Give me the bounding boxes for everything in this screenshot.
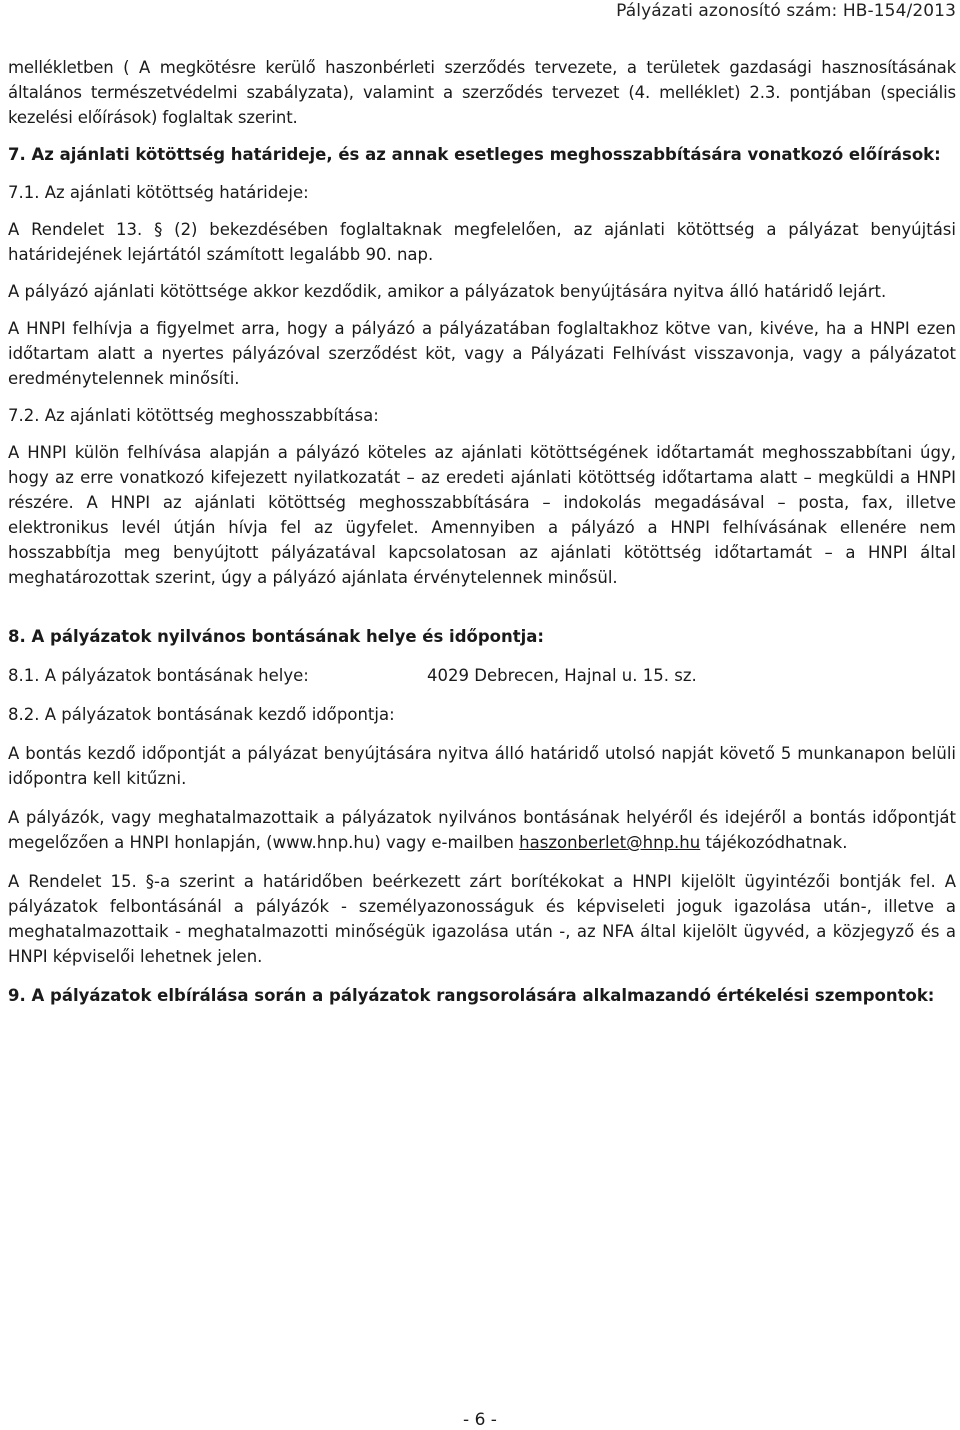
section-8-heading: 8. A pályázatok nyilvános bontásának helye és időpontja: — [8, 627, 545, 646]
section-8-2-paragraph-2-text: A pályázók, vagy meghatalmazottaik a pályázatok nyilvános bontásának helyéről és idejéről a bontás időpontját megelőzően a HNPI honlapján, (www.hnp.hu) vagy e-mailben — [8, 808, 956, 852]
intro-paragraph: mellékletben ( A megkötésre kerülő haszonbérleti szerződés tervezete, a területek gazdasági hasznosításának általános természetvédelmi szabályzata), valamint a szerződés tervezet (4. melléklet) 2.3. pontjában (speciális kezelési előírások) foglaltak szerint. — [8, 58, 956, 127]
section-8-1-value: 4029 Debrecen, Hajnal u. 15. sz. — [427, 666, 697, 685]
section-7-1-heading: 7.1. Az ajánlati kötöttség határideje: — [8, 183, 309, 202]
section-9-heading: 9. A pályázatok elbírálása során a pályázatok rangsorolására alkalmazandó értékelési szempontok: — [8, 986, 935, 1005]
document-body — [8, 55, 956, 1008]
section-8-1-label: 8.1. A pályázatok bontásának helye: — [8, 666, 309, 685]
section-8-2-heading: 8.2. A pályázatok bontásának kezdő időpontja: — [8, 705, 395, 724]
section-8-2-paragraph-2 — [8, 805, 956, 855]
section-8-2-paragraph-2-end: tájékozódhatnak. — [700, 833, 848, 852]
section-7-heading: 7. Az ajánlati kötöttség határideje, és az annak esetleges meghosszabbítására vonatkozó előírások: — [8, 145, 941, 164]
section-8-2-paragraph-3: A Rendelet 15. §-a szerint a határidőben beérkezett zárt borítékokat a HNPI kijelölt ügyintézői bontják fel. A pályázatok felbontásánál a pályázók - személyazonosságuk és képviseleti joguk igazolása után-, illetve a meghatalmazottaik - meghatalmazotti minőségük igazolása után -, az NFA által kijelölt ügyvéd, a közjegyző és a HNPI képviselői lehetnek jelen. — [8, 872, 956, 966]
section-7-2-paragraph: A HNPI külön felhívása alapján a pályázó köteles az ajánlati kötöttségének időtartamát meghosszabbítani úgy, hogy az erre vonatkozó kifejezett nyilatkozatát – az eredeti ajánlati kötöttség időtartama alatt – megküldi a HNPI részére. A HNPI az ajánlati kötöttség meghosszabbítására – indokolás megadásával – posta, fax, illetve elektronikus levél útján hívja fel az ügyfelet. Amennyiben a pályázó a HNPI felhívásának ellenére nem hosszabbítja meg benyújtott pályázatával kapcsolatosan az ajánlati kötöttség időtartamát – a HNPI által meghatározottak szerint, úgy a pályázó ajánlata érvénytelennek minősül. — [8, 443, 956, 587]
section-8-2-paragraph-1: A bontás kezdő időpontját a pályázat benyújtására nyitva álló határidő utolsó napját követő 5 munkanapon belüli időpontra kell kitűzni. — [8, 744, 956, 788]
email-link[interactable]: haszonberlet@hnp.hu — [519, 833, 701, 852]
section-8-1-row — [8, 663, 956, 688]
section-7-1-paragraph-2: A pályázó ajánlati kötöttsége akkor kezdődik, amikor a pályázatok benyújtására nyitva álló határidő lejárt. — [8, 282, 887, 301]
page-number: - 6 - — [463, 1410, 497, 1430]
section-7-1-paragraph-1: A Rendelet 13. § (2) bekezdésében foglaltaknak megfelelően, az ajánlati kötöttség a pályázat benyújtási határidejének lejártától számított legalább 90. nap. — [8, 220, 956, 264]
page-header: Pályázati azonosító szám: HB-154/2013 — [616, 1, 956, 21]
section-7-2-heading: 7.2. Az ajánlati kötöttség meghosszabbítása: — [8, 406, 379, 425]
section-7-1-paragraph-3: A HNPI felhívja a figyelmet arra, hogy a pályázó a pályázatában foglaltakhoz kötve van, kivéve, ha a HNPI ezen időtartam alatt a nyertes pályázóval szerződést köt, vagy a Pályázati Felhívást visszavonja, vagy a pályázatot eredménytelennek minősíti. — [8, 319, 956, 388]
